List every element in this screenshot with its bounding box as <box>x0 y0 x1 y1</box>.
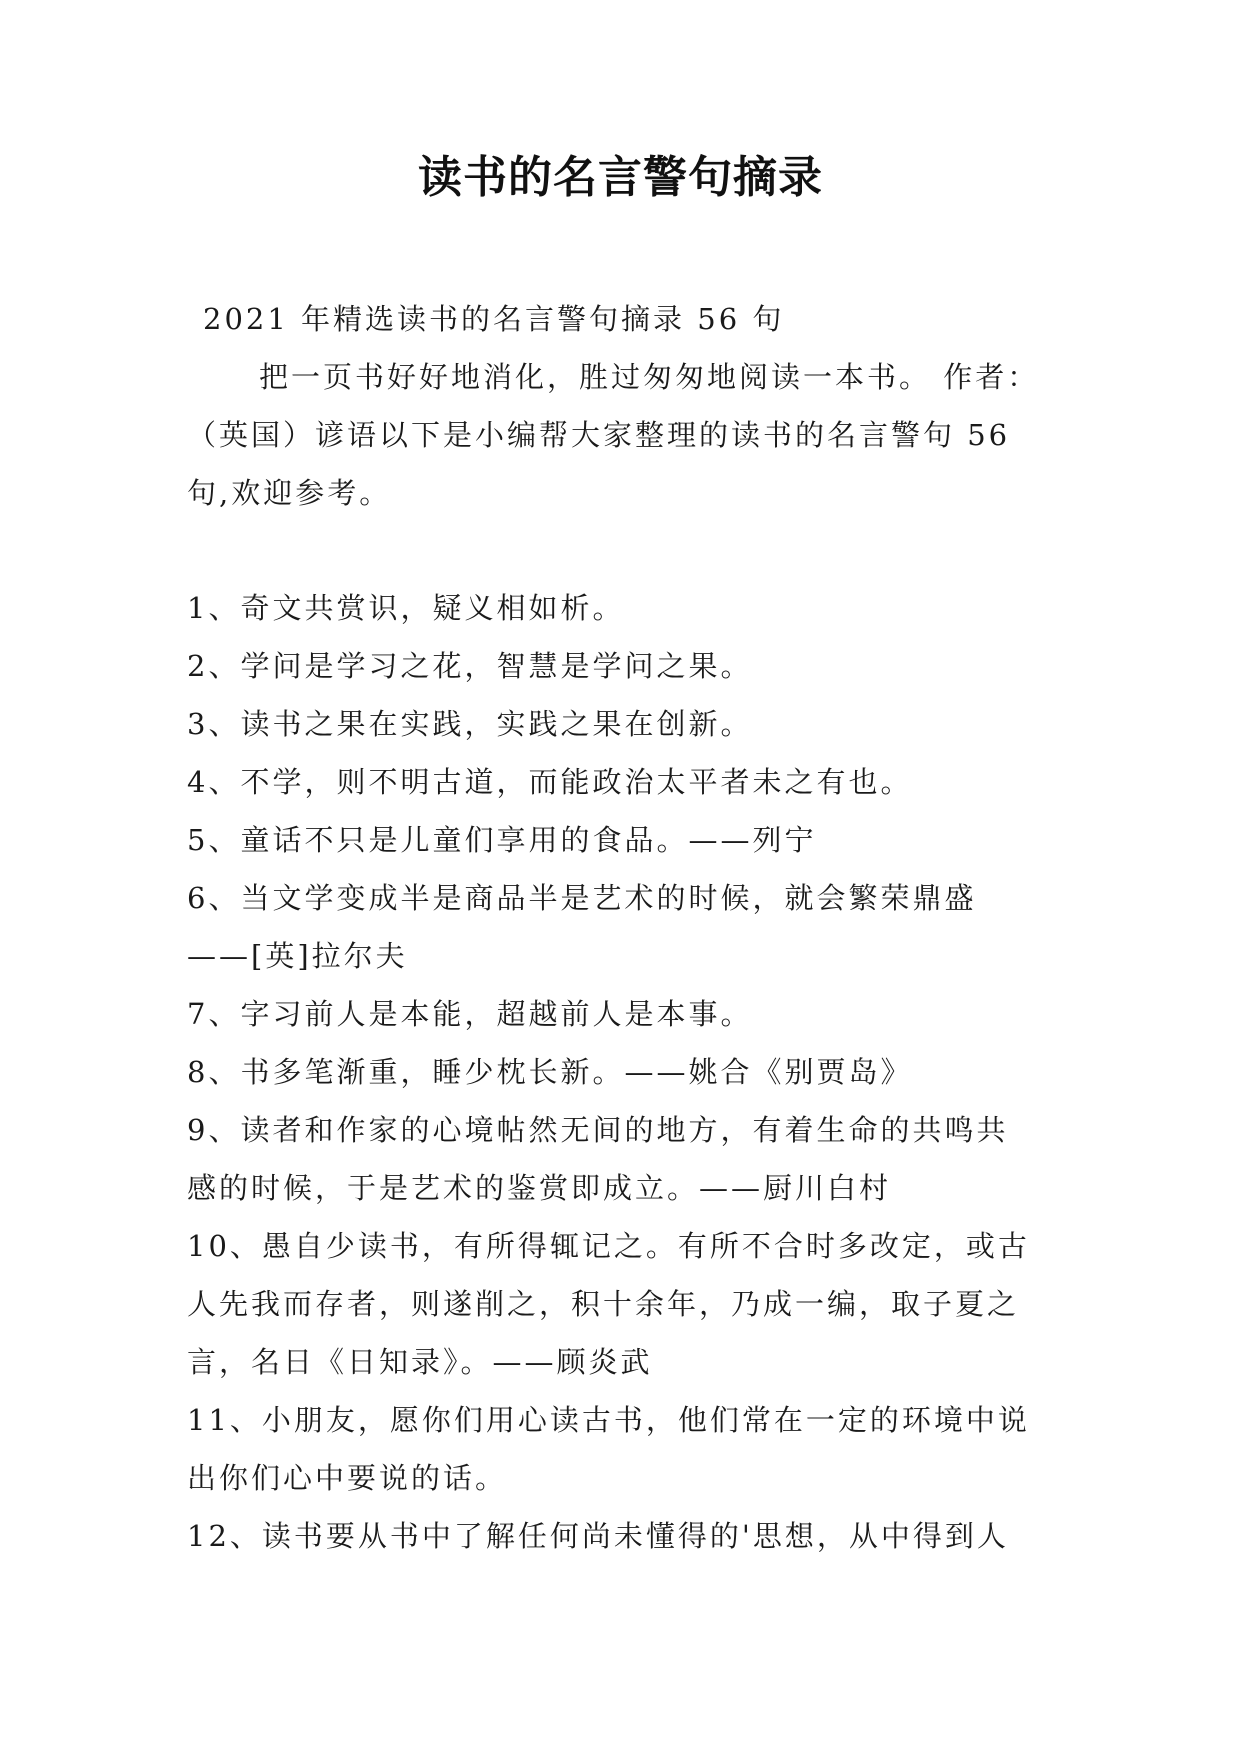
quote-line: 感的时候，于是艺术的鉴赏即成立。——厨川白村 <box>187 1171 892 1205</box>
quote-line: 5、童话不只是儿童们享用的食品。——列宁 <box>187 823 817 857</box>
intro-paragraph <box>187 348 1077 522</box>
quote-line: 6、当文学变成半是商品半是艺术的时候，就会繁荣鼎盛 <box>187 881 977 915</box>
quote-line: 9、读者和作家的心境帖然无间的地方，有着生命的共鸣共 <box>187 1113 1009 1147</box>
document-title: 读书的名言警句摘录 <box>418 152 823 203</box>
quote-line: 1、奇文共赏识，疑义相如析。 <box>187 591 625 625</box>
quote-line: 12、读书要从书中了解任何尚未懂得的'思想，从中得到人 <box>187 1519 1009 1553</box>
quote-line: 3、读书之果在实践，实践之果在创新。 <box>187 707 753 741</box>
quote-list <box>187 579 1077 1565</box>
quote-line: 10、愚自少读书，有所得辄记之。有所不合时多改定，或古 <box>187 1229 1030 1263</box>
quote-line: 7、字习前人是本能，超越前人是本事。 <box>187 997 753 1031</box>
quote-line: 出你们心中要说的话。 <box>187 1461 508 1495</box>
quote-line: 言，名日《日知录》。——顾炎武 <box>187 1345 653 1379</box>
quote-line: ——[英]拉尔夫 <box>187 939 408 973</box>
document-subtitle <box>187 290 1093 348</box>
quote-line: 2、学问是学习之花，智慧是学问之果。 <box>187 649 753 683</box>
quote-line: 11、小朋友，愿你们用心读古书，他们常在一定的环境中说 <box>187 1403 1030 1437</box>
intro-line: （英国）谚语以下是小编帮大家整理的读书的名言警句 56 <box>187 418 1011 452</box>
subtitle-line: 2021 年精选读书的名言警句摘录 56 句 <box>203 302 785 336</box>
quote-line: 4、不学，则不明古道，而能政治太平者未之有也。 <box>187 765 913 799</box>
intro-line: 句,欢迎参考。 <box>187 476 392 510</box>
quote-line: 8、书多笔渐重，睡少枕长新。——姚合《别贾岛》 <box>187 1055 913 1089</box>
quote-line: 人先我而存者，则遂削之，积十余年，乃成一编，取子夏之 <box>187 1287 1020 1321</box>
intro-line: 把一页书好好地消化，胜过匆匆地阅读一本书。 作者： <box>259 360 1040 394</box>
